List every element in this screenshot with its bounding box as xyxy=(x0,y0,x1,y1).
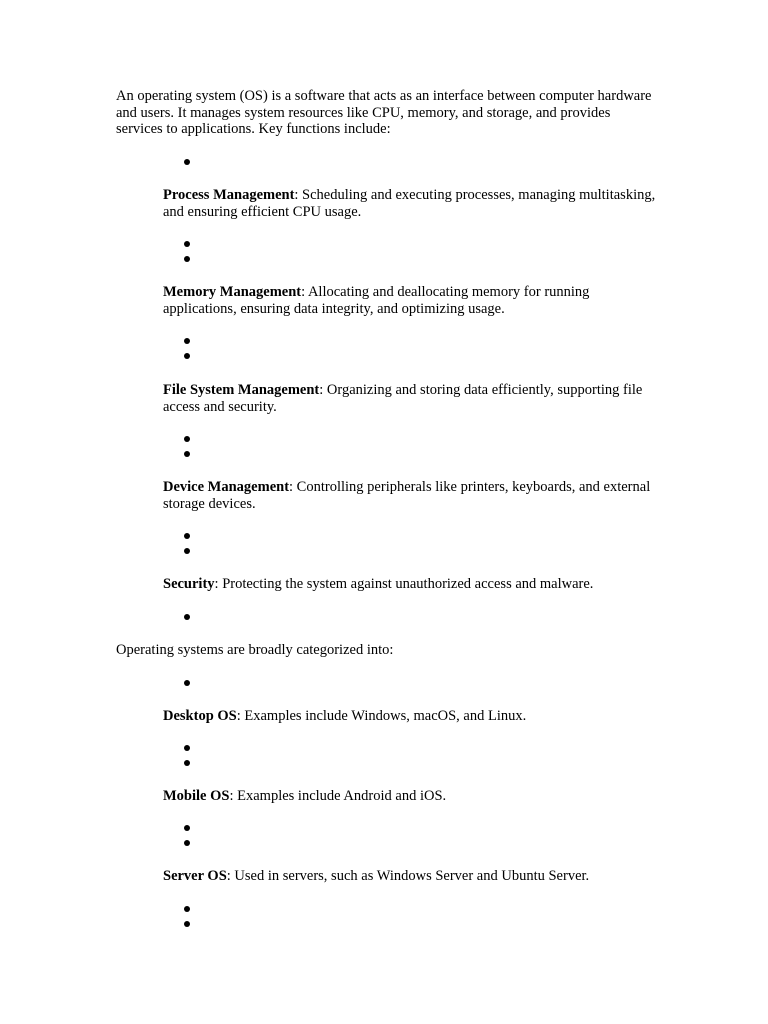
bullet-icon xyxy=(184,906,190,912)
category-desc: : Examples include Android and iOS. xyxy=(229,788,447,804)
function-item-filesystem xyxy=(163,382,658,415)
function-term: Security xyxy=(163,576,215,592)
bullet-icon xyxy=(184,680,190,686)
function-desc: : Allocating and deallocating memory for running applications, ensuring data integrity, and optimizing usage. xyxy=(163,284,590,317)
function-desc: : Organizing and storing data efficiently, supporting file access and security. xyxy=(163,382,643,415)
category-desc: : Examples include Windows, macOS, and Linux. xyxy=(236,708,527,724)
function-item-process xyxy=(163,187,658,220)
function-desc: : Scheduling and executing processes, managing multitasking, and ensuring efficient CPU usage. xyxy=(163,187,656,220)
function-term: Process Management xyxy=(163,187,295,203)
function-item-device xyxy=(163,479,658,512)
intro-paragraph: An operating system (OS) is a software that acts as an interface between computer hardware and users. It manages system resources like CPU, memory, and storage, and provides services to applications. Key functions include: xyxy=(116,88,652,137)
function-desc: : Protecting the system against unauthorized access and malware. xyxy=(214,576,594,592)
bullet-icon xyxy=(184,760,190,766)
bullet-icon xyxy=(184,338,190,344)
category-item-server xyxy=(163,868,658,885)
function-item-security xyxy=(163,576,658,593)
bullet-icon xyxy=(184,548,190,554)
category-term: Server OS xyxy=(163,868,227,884)
bullet-icon xyxy=(184,921,190,927)
bullet-icon xyxy=(184,241,190,247)
bullet-icon xyxy=(184,436,190,442)
bullet-icon xyxy=(184,533,190,539)
function-item-memory xyxy=(163,284,658,317)
category-term: Desktop OS xyxy=(163,708,237,724)
category-desc: : Used in servers, such as Windows Server and Ubuntu Server. xyxy=(226,868,590,884)
bullet-icon xyxy=(184,825,190,831)
function-desc: : Controlling peripherals like printers, keyboards, and external storage devices. xyxy=(163,479,651,512)
category-item-desktop xyxy=(163,708,658,725)
category-term: Mobile OS xyxy=(163,788,230,804)
bullet-icon xyxy=(184,353,190,359)
function-term: File System Management xyxy=(163,382,320,398)
bullet-icon xyxy=(184,451,190,457)
bullet-icon xyxy=(184,256,190,262)
category-item-mobile xyxy=(163,788,658,805)
bullet-icon xyxy=(184,159,190,165)
bullet-icon xyxy=(184,840,190,846)
bullet-icon xyxy=(184,745,190,751)
function-term: Device Management xyxy=(163,479,290,495)
bullet-icon xyxy=(184,614,190,620)
function-term: Memory Management xyxy=(163,284,302,300)
categories-intro-paragraph: Operating systems are broadly categorized into: xyxy=(116,642,394,658)
